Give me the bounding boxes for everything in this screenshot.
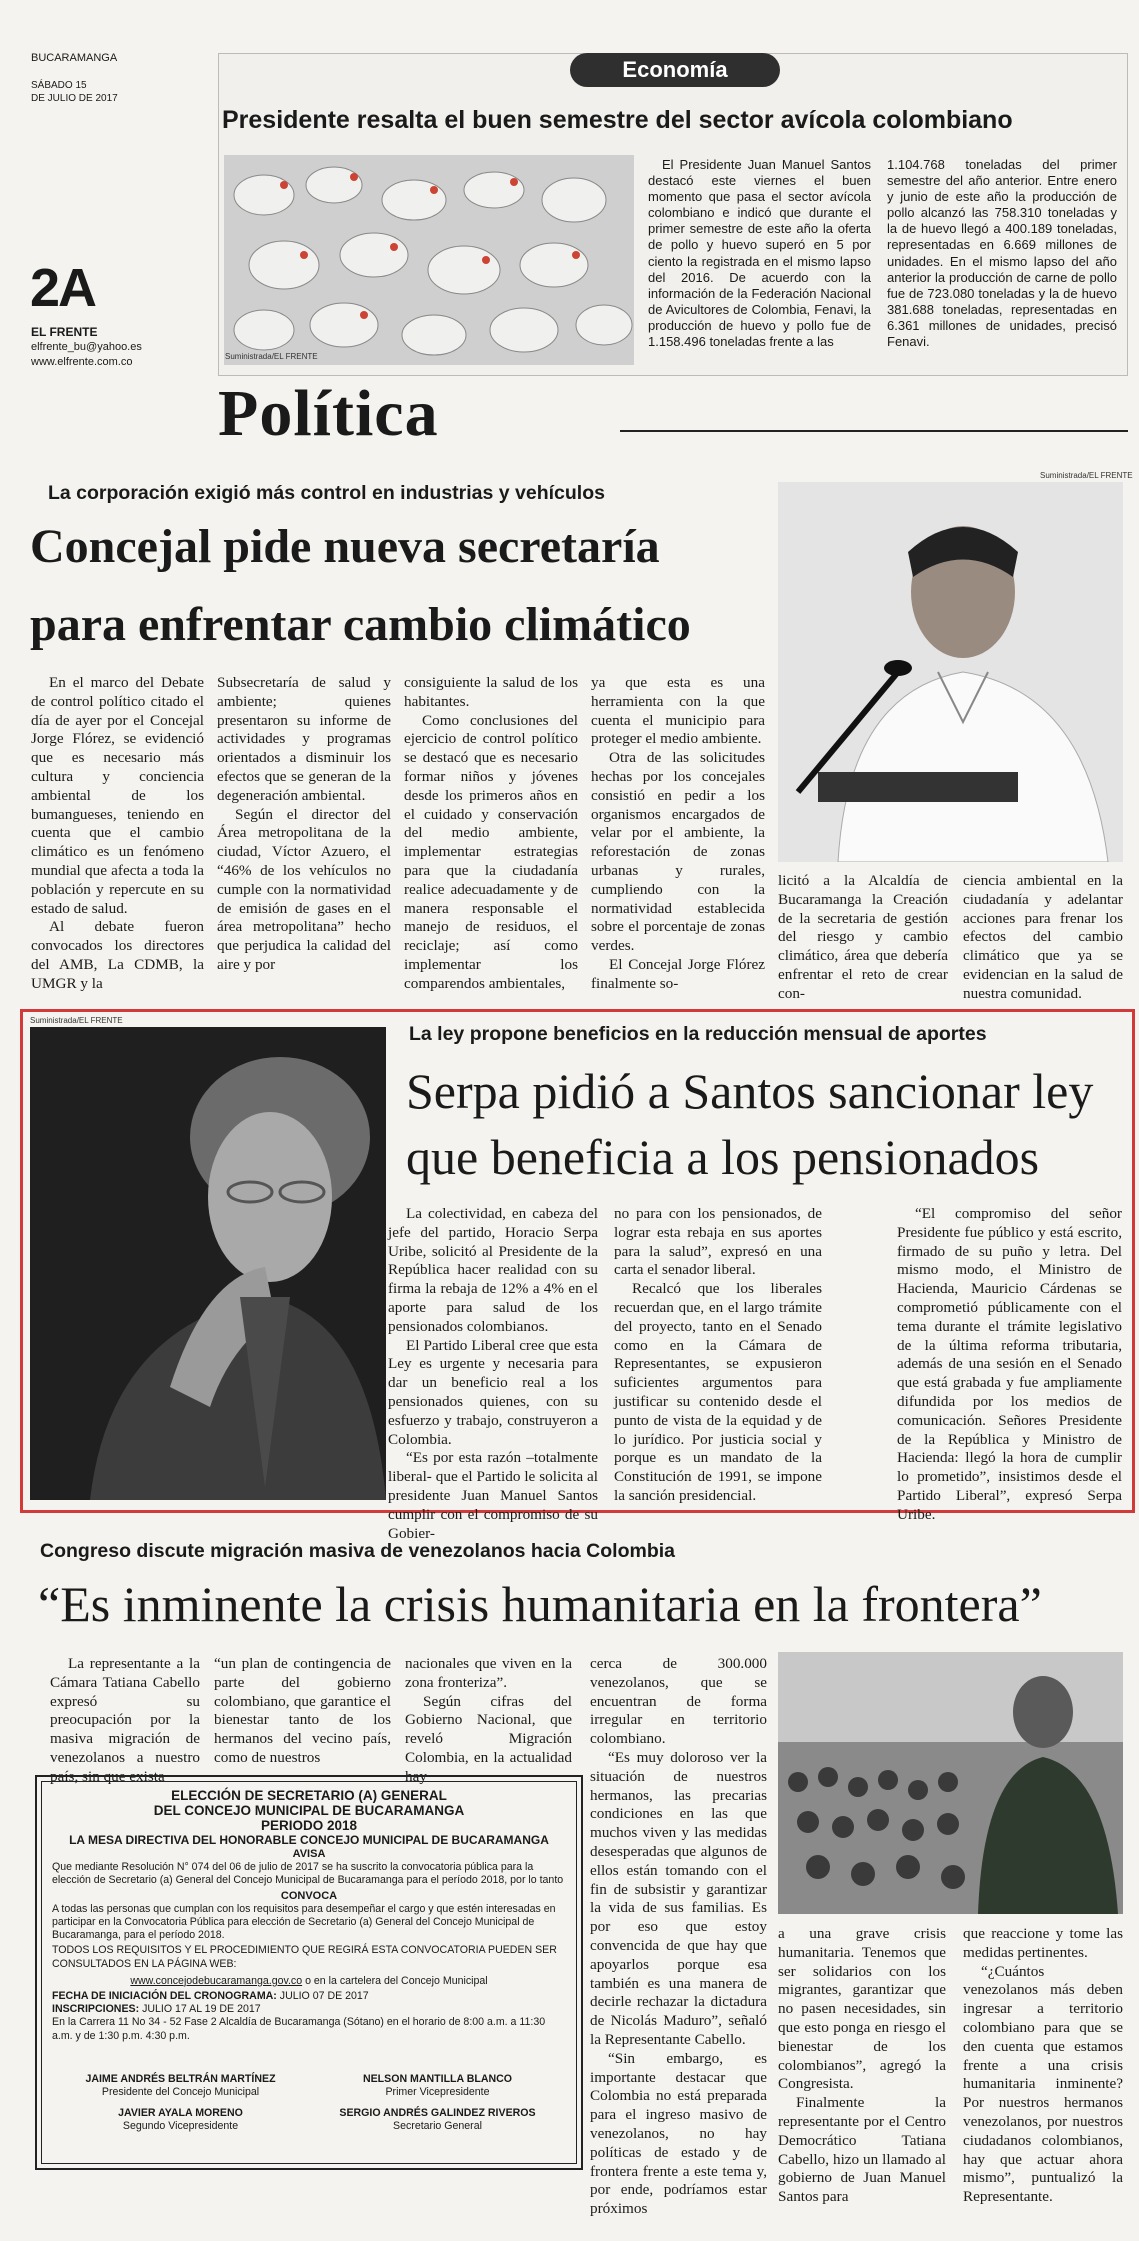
convocatoria-notice: [35, 1775, 583, 2170]
economia-column-1: El Presidente Juan Manuel Santos destacó este viernes el buen momento que pasa el sector avícola colombiano e indicó que durante el primer semestre de este año la oferta de pollo y huevo superó en 5 por ciento la registrada en el mismo lapso del 2016. De acuerdo con la información de la Federación Nacional de Avicultores de Colombia, Fenavi, la producción de huevo y pollo fue de 1.158.496 toneladas frente a las: [648, 157, 871, 350]
signature-president: JAIME ANDRÉS BELTRÁN MARTÍNEZ Presidente del Concejo Municipal: [85, 2072, 276, 2099]
notice-paragraph-2: A todas las personas que cumplan con los requisitos para desempeñar el cargo y que estén interesadas en participar en la Convocatoria Pública para elección de Secretario (a) General del Concejo Municipal de Bucaramanga, para el período 2018.: [52, 1902, 556, 1942]
article2-photo-credit: Suministrada/EL FRENTE: [30, 1016, 123, 1025]
notice-web-link[interactable]: www.concejodebucaramanga.gov.co: [130, 1974, 303, 1987]
article1-column-2: Subsecretaría de salud y ambiente; quienes presentaron su informe de actividades y programas orientados a disminuir los efectos que se generan de la degeneración ambiental. Según el director del Área metropolitana de la ciudad, Víctor Azuero, el “46% de los vehículos no cumple con la normatividad de emisión de gases en el área metropolitana” hecho que perjudica la calidad del aire y por: [217, 674, 391, 973]
section-title-politica: Política: [218, 377, 439, 450]
notice-insc-value: JULIO 17 AL 19 DE 2017: [139, 2003, 261, 2016]
notice-insc-label: INSCRIPCIONES:: [52, 2003, 140, 2016]
article2-column-3: “El compromiso del señor Presidente fue público y está escrito, firmado de su puño y letra. Del mismo modo, el Ministro de Hacienda, Mauricio Cárdenas se comprometió públicamente con el tema durante el trámite legislativo de la última reforma tributaria, además de una sesión en el Senado que está grabada y fue ampliamente difundida por los medios de comunicación. Señores Presidente de la República y Ministro de Hacienda: llegó la hora de cumplir lo prometido”, insistimos desde el Partido Liberal”, expresó Serpa Uribe.: [897, 1205, 1122, 1523]
notice-insc-detail: En la Carrera 11 No 34 - 52 Fase 2 Alcaldía de Bucaramanga (Sótano) en el horario de 8:00 a.m. a 11:30 a.m. y de 1:30 p.m. 4:30 p.m.: [52, 2016, 546, 2042]
notice-fecha-value: JULIO 07 DE 2017: [276, 1990, 369, 2003]
notice-paragraph-1: Que mediante Resolución N° 074 del 06 de julio de 2017 se ha suscrito la convocatoria pública para la elección de Secretario (a) General del Concejo Municipal de Bucaramanga para el período 2018, por lo tanto: [52, 1861, 564, 1887]
notice-insc-line: [52, 2003, 566, 2016]
article1-column-1: En el marco del Debate de control político citado el día de ayer por el Concejal Jorge Flórez, se evidenció que es necesario más cultura y conciencia ambiental de los bumangueses, teniendo en cuenta que el cambio climático es un fenómeno mundial que afecta a toda la población y repercute en su estado de salud. Al debate fueron convocados los directores del AMB, La CDMB, la UMGR y la: [31, 674, 204, 992]
chickens-photo: [224, 155, 634, 365]
article1-headline-line2: para enfrentar cambio climático: [30, 598, 691, 651]
paper-name: EL FRENTE: [31, 325, 98, 339]
article3-column-5: a una grave crisis humanitaria. Tenemos que ser solidarios con los migrantes, garantizar que no pasen necesidades, sin que esto ponga en riesgo el bienestar de los colombianos”, agregó la Congresista. Finalmente la representante por el Centro Democrático Tatiana Cabello, hizo un llamado al gobierno de Juan Manuel Santos para: [778, 1925, 946, 2206]
article1-column-6: ciencia ambiental en la ciudadanía y adelantar acciones para frenar los efectos del cambio climático que ya se evidencian en la salud de nuestra comunidad.: [963, 872, 1123, 1002]
notice-title-1: ELECCIÓN DE SECRETARIO (A) GENERAL: [171, 1788, 447, 1803]
article1-column-4: ya que esta es una herramienta con la que cuenta el municipio para proteger el medio ambiente. Otra de las solicitudes hechas por los concejales consistió en pedir a los organismos encargados de velar por el ambiente, la reforestación de zonas urbanas y rurales, cumpliendo con la normatividad establecida sobre el porcentaje de zonas verdes. El Concejal Jorge Flórez finalmente so-: [591, 674, 765, 992]
serpa-photo: [30, 1027, 386, 1500]
notice-title-4: LA MESA DIRECTIVA DEL HONORABLE CONCEJO MUNICIPAL DE BUCARAMANGA: [69, 1833, 549, 1847]
masthead-date-line2: DE JULIO DE 2017: [31, 93, 118, 104]
notice-web-line: [52, 1975, 566, 1988]
article1-column-5: licitó a la Alcaldía de Bucaramanga la Creación de la secretaria de gestión del riesgo y cambio climático, área que debería enfrentar el reto de crear con-: [778, 872, 948, 1002]
serpa-image: [30, 1027, 386, 1500]
notice-title-3: PERIODO 2018: [260, 1818, 358, 1833]
article3-column-1: La representante a la Cámara Tatiana Cabello expresó su preocupación por la masiva migración de venezolanos a nuestro país, sin que exista: [50, 1655, 200, 1785]
masthead-date-line1: SÁBADO 15: [31, 80, 87, 91]
article3-column-6: que reaccione y tome las medidas pertinentes. “¿Cuántos venezolanos más deben ingresar a territorio colombiano para que se den cuenta que estamos frente a una crisis humanitaria inminente? Por nuestros hermanos venezolanos, por nuestros ciudadanos colombianos, hay que actuar ahora mismo”, puntualizó la Representante.: [963, 1925, 1123, 2206]
notice-convoca: CONVOCA: [280, 1889, 338, 1902]
article3-column-4: cerca de 300.000 venezolanos, que se encuentran de forma irregular en territorio colombiano. “Es muy doloroso ver la situación de nuestros hermanos, las precarias condiciones en las que muchos viven y las medidas desesperadas que algunos de ellos están tomando con el fin de subsistir y garantizar la vida de sus familias. Es por eso que estoy convencida de que hay que apoyarlos porque esa también es una manera de decirle rechazar la dictadura de Nicolás Maduro”, señaló la Representante Cabello. “Sin embargo, es importante destacar que Colombia no está preparada para el ingreso masivo de venezolanos, no hay políticas de estado y de frontera frente a este tema y, por ende, podríamos estar próximos: [590, 1655, 767, 2218]
notice-avisa: AVISA: [292, 1848, 326, 1860]
article2-column-1: La colectividad, en cabeza del jefe del partido, Horacio Serpa Uribe, solicitó al Presidente de la República hacer realidad con su firma la rebaja de 12% a 4% en el aporte para salud de los pensionados colombianos. El Partido Liberal cree que esta Ley es urgente y necesaria para dar un beneficio real a los pensionados quienes, con su esfuerzo y trabajo, construyeron a Colombia. “Es por esta razón –totalmente liberal- que el Partido le solicita al presidente Juan Manuel Santos cumplir con el compromiso de su Gobier-: [388, 1205, 598, 1542]
article1-kicker: La corporación exigió más control en industrias y vehículos: [48, 482, 605, 504]
article3-headline: “Es inminente la crisis humanitaria en la frontera”: [38, 1576, 1042, 1632]
migration-crowd-image: [778, 1652, 1123, 1914]
signature-secretary: SERGIO ANDRÉS GALINDEZ RIVEROS Secretario General: [339, 2107, 536, 2133]
website: www.elfrente.com.co: [31, 356, 133, 368]
article3-column-3: nacionales que viven en la zona fronteriza”. Según cifras del Gobierno Nacional, que reveló Migración Colombia, en la actualidad hay: [405, 1655, 572, 1785]
article3-kicker: Congreso discute migración masiva de venezolanos hacia Colombia: [40, 1540, 676, 1562]
notice-paragraph-3: TODOS LOS REQUISITOS Y EL PROCEDIMIENTO QUE REGIRÁ ESTA CONVOCATORIA PUEDEN SER CONSULTADOS EN LA PÁGINA WEB:: [52, 1944, 557, 1970]
section-title-rule: [620, 430, 1128, 432]
article1-headline-line1: Concejal pide nueva secretaría: [30, 520, 660, 573]
notice-signatures: [52, 2073, 566, 2134]
article2-kicker: La ley propone beneficios en la reducción mensual de aportes: [409, 1023, 987, 1045]
article2-column-2: no para con los pensionados, de lograr esta rebaja en sus aportes para la salud”, expresó en una carta el senador liberal. Recalcó que los liberales recuerdan que, en el largo trámite del proyecto, tanto en el Senado como en la Cámara de Representantes, se expusieron suficientes argumentos para justificar su contenido desde el punto de vista de la equidad y de lo jurídico. Por justicia social y porque es un mandato de la Constitución de 1991, se impone la sanción presidencial.: [614, 1205, 822, 1504]
contact-email: elfrente_bu@yahoo.es: [31, 341, 142, 353]
signature-second-vp: JAVIER AYALA MORENO Segundo Vicepresidente: [118, 2107, 243, 2133]
article2-headline-line2: que beneficia a los pensionados: [406, 1129, 1040, 1185]
article1-column-3: consiguiente la salud de los habitantes. Como conclusiones del ejercicio de control político se destacó que es necesario formar niños y jóvenes desde los primeros años en el cuidado y conservación del medio ambiente, implementar estrategias para que la ciudadanía realice adecuadamente y de manera responsable el manejo de residuos, el reciclaje; así como implementar los comparendos ambientales,: [404, 674, 578, 992]
signature-first-vp: NELSON MANTILLA BLANCO Primer Vicepresidente: [362, 2072, 513, 2099]
article2-headline-line1: Serpa pidió a Santos sancionar ley: [406, 1063, 1094, 1119]
economia-section-tab: Economía: [570, 53, 780, 87]
notice-title-2: DEL CONCEJO MUNICIPAL DE BUCARAMANGA: [153, 1803, 465, 1818]
article3-column-2: “un plan de contingencia de parte del gobierno colombiano, que garantice el bienestar tanto de los hermanos del vecino país, como de nuestros: [214, 1655, 391, 1766]
migration-photo: [778, 1652, 1123, 1914]
page-number: 2A: [30, 258, 96, 318]
article1-photo-credit: Suministrada/EL FRENTE: [1040, 471, 1133, 480]
economia-headline: Presidente resalta el buen semestre del sector avícola colombiano: [222, 106, 1013, 134]
notice-fecha-label: FECHA DE INICIACIÓN DEL CRONOGRAMA:: [52, 1990, 277, 2003]
chickens-image: [224, 155, 634, 365]
notice-web-rest: o en la cartelera del Concejo Municipal: [302, 1974, 488, 1987]
economia-column-2: 1.104.768 toneladas del primer semestre del año anterior. Entre enero y junio de este año la producción de pollo alcanzó las 758.310 toneladas y la de huevo llegó a 400.189 toneladas, representadas en 6.669 millones de unidades. En el mismo lapso del año anterior la producción de carne de pollo fue de 723.080 toneladas y la de huevo 381.688 toneladas, representadas en 6.361 millones de unidades, precisó Fenavi.: [887, 157, 1117, 350]
notice-fecha-line: [52, 1990, 566, 2003]
concejal-photo: [778, 482, 1123, 862]
masthead-city: BUCARAMANGA: [31, 52, 118, 64]
economia-photo-credit: Suministrada/EL FRENTE: [225, 352, 318, 361]
concejal-image: [778, 482, 1123, 862]
